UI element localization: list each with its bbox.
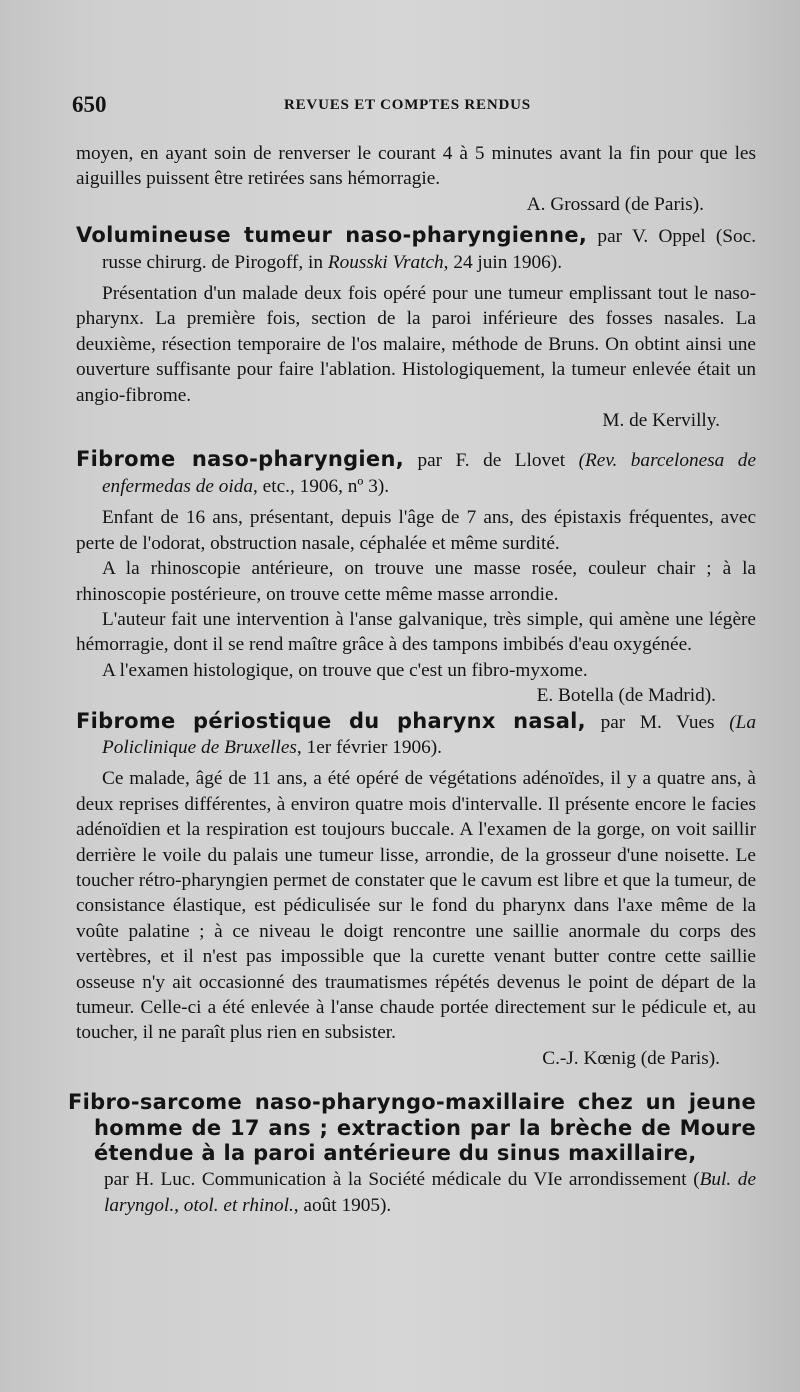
entry-fibro-sarcome: [68, 1091, 756, 1218]
entry-byline-source: [68, 1167, 756, 1218]
entry-body: Présentation d'un malade deux fois opéré pour une tumeur emplissant tout le naso-pharynx. La première fois, section de la paroi inférieure des fosses nasales. La deuxième, résection temporaire de l'os malaire, méthode de Bruns. On obtint ainsi une ouverture suffisante pour faire l'ablation. Histologiquement, la tumeur enlevée était un angio-fibrome.: [76, 283, 756, 406]
page-number: 650: [72, 92, 107, 117]
entry-byline: par F. de Llovet: [403, 450, 579, 472]
entry-byline: par V. Oppel: [587, 226, 706, 248]
entry-source-end: , août 1905).: [293, 1194, 392, 1216]
entry-journal: (Rev. barcelonesa de enfermedas de oida: [102, 450, 757, 497]
entry-journal: Bul. de laryngol., otol. et rhinol.: [104, 1169, 756, 1216]
entry-journal: (La Policlinique de Bruxelles: [102, 711, 756, 758]
entry-heading: [76, 447, 756, 499]
entry-fibrome-periostique: [76, 709, 756, 1072]
entry-title: Fibro-sarcome naso-pharyngo-maxillaire chez un jeune homme de 17 ans ; extraction par la brèche de Moure étendue à la paroi antérieure du sinus maxillaire,: [68, 1090, 756, 1166]
entry-title: Fibrome naso-pharyngien,: [76, 447, 404, 472]
entry-source: (Soc. russe chirurg. de Pirogoff, in: [102, 226, 757, 273]
entry-title: Volumineuse tumeur naso-pharyngienne,: [76, 223, 588, 248]
entry-byline: par H. Luc. Communication à la Société médicale du VIe arrondissement (: [104, 1169, 700, 1191]
signature-botella: E. Botella (de Madrid).: [536, 685, 716, 707]
entry-source-end: , 1er février 1906).: [296, 736, 442, 758]
entry-continuation: [76, 141, 756, 217]
entry-paragraph-4: A l'examen histologique, on trouve que c'est un fibro-myxome.: [102, 659, 588, 681]
entry-paragraph-2: A la rhinoscopie antérieure, on trouve une masse rosée, couleur chair ; à la rhinoscopie postérieure, on trouve cette même masse arrondie.: [76, 558, 756, 605]
page-content: [68, 141, 757, 1218]
entry-source-end: , etc., 1906, nº 3).: [253, 475, 390, 497]
entry-journal: Rousski Vratch: [327, 251, 444, 273]
entry-paragraph-3: L'auteur fait une intervention à l'anse galvanique, très simple, qui amène une légère hémorragie, dont il se rend maître grâce à des tampons imbibés d'eau oxygénée.: [76, 608, 756, 656]
signature-grossard: A. Grossard (de Paris).: [526, 193, 704, 215]
entry-title: Fibrome périostique du pharynx nasal,: [76, 708, 586, 733]
entry-heading: [68, 1091, 756, 1167]
signature-kervilly: M. de Kervilly.: [602, 410, 720, 432]
entry-body: Ce malade, âgé de 11 ans, a été opéré de végétations adénoïdes, il y a quatre ans, à deux reprises différentes, à environ quatre mois d'intervalle. Il présente encore le facies adénoïdien et la respiration est toujours buccale. A l'examen de la gorge, on voit saillir derrière le voile du palais une tumeur lisse, arrondie, de la grosseur d'une noisette. Le toucher rétro-pharyngien permet de constater que le cavum est libre et que la tumeur, de consistance élastique, est pédiculisée sur le fond du pharynx dans l'axe même de la voûte palatine ; à ce niveau le doigt rencontre une saillie anormale du corps des vertèbres, et il n'est pas impossible que la curette venant butter contre cette saillie osseuse n'y ait occasionné des traumatismes répétés devenus le point de départ de la tumeur. Celle-ci a été enlevée à l'anse chaude portée directement sur le pédicule et, au toucher, il ne paraît plus rien en subsister.: [76, 768, 756, 1044]
entry-heading: [76, 709, 756, 761]
entry-fibrome-naso-pharyngien: [76, 447, 756, 708]
entry-paragraph-1: Enfant de 16 ans, présentant, depuis l'âge de 7 ans, des épistaxis fréquentes, avec perte de l'odorat, obstruction nasale, céphalée et même surdité.: [76, 507, 756, 554]
entry-heading: [76, 223, 756, 275]
entry-source-end: , 24 juin 1906).: [443, 251, 563, 273]
entry-byline: par M. Vues: [585, 711, 730, 733]
page-header: [0, 92, 800, 122]
continuation-paragraph: moyen, en ayant soin de renverser le courant 4 à 5 minutes avant la fin pour que les aiguilles puissent être retirées sans hémorragie.: [76, 143, 756, 190]
running-title: REVUES ET COMPTES RENDUS: [284, 97, 531, 113]
entry-volumineuse-tumeur: [76, 223, 756, 433]
signature-koenig: C.-J. Kœnig (de Paris).: [542, 1047, 720, 1069]
